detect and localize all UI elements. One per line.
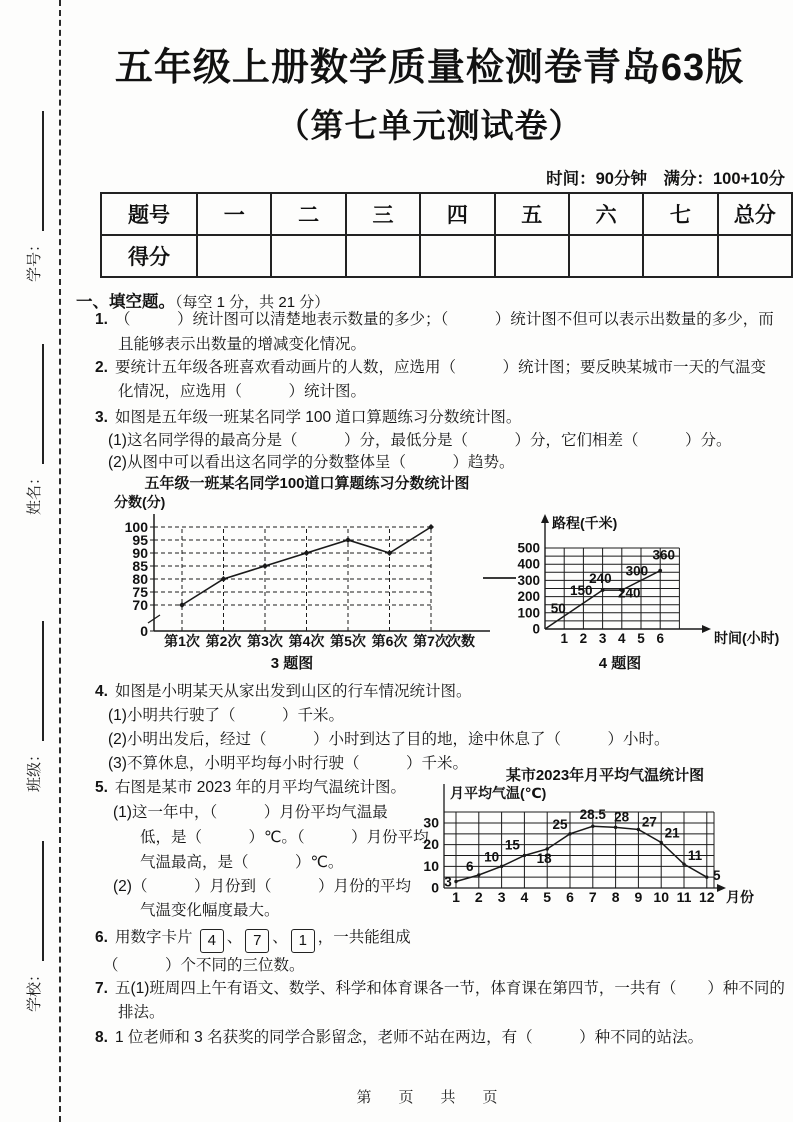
name-label: 姓名： <box>26 469 43 515</box>
svg-text:8: 8 <box>611 889 620 905</box>
question-7-line-2: 排法。 <box>118 1004 165 1021</box>
svg-text:50: 50 <box>550 600 566 616</box>
seal-dashed-line <box>59 0 61 1122</box>
svg-text:10: 10 <box>484 849 500 865</box>
score-line-chart <box>92 474 492 659</box>
svg-text:90: 90 <box>132 545 148 561</box>
svg-text:150: 150 <box>569 582 593 598</box>
svg-text:第4次: 第4次 <box>288 633 325 649</box>
temperature-line-chart <box>420 756 790 913</box>
score-table <box>100 192 793 278</box>
question-5-number: 5. <box>95 779 108 796</box>
svg-text:360: 360 <box>652 547 676 563</box>
svg-text:27: 27 <box>641 814 657 830</box>
page-title: 五年级上册数学质量检测卷青岛63版 <box>114 47 745 89</box>
question-2-number: 2. <box>95 359 108 376</box>
svg-text:第5次: 第5次 <box>330 633 366 649</box>
svg-text:10: 10 <box>423 857 439 874</box>
svg-text:100: 100 <box>517 605 540 621</box>
svg-text:18: 18 <box>536 850 552 866</box>
class-label: 班级： <box>26 746 43 792</box>
svg-text:月份: 月份 <box>726 889 754 905</box>
question-1-line-2: 且能够表示出数量的增减变化情况。 <box>118 336 367 353</box>
svg-text:20: 20 <box>423 836 439 853</box>
sidebar-item-class <box>22 592 44 792</box>
svg-text:3: 3 <box>444 874 452 890</box>
score-cell-empty <box>495 235 569 277</box>
section1-note: （每空 1 分，共 21 分） <box>175 294 330 311</box>
section1-heading <box>76 288 329 312</box>
enum-comma: 、 <box>226 929 243 946</box>
svg-text:4: 4 <box>618 631 626 646</box>
question-6-post: ，一共能组成 <box>317 929 411 946</box>
svg-text:6: 6 <box>656 631 664 646</box>
svg-text:70: 70 <box>132 597 148 613</box>
svg-text:3: 3 <box>598 631 607 646</box>
question-5-sub-1b: 低，是（ ）℃。（ ）月份平均 <box>140 829 429 846</box>
svg-text:第6次: 第6次 <box>371 633 408 649</box>
score-table-cell: 二 <box>271 193 345 235</box>
question-1-line-1 <box>95 310 774 330</box>
svg-text:21: 21 <box>664 825 680 841</box>
svg-text:10: 10 <box>653 889 669 905</box>
svg-text:85: 85 <box>132 558 148 574</box>
question-6-line-1 <box>95 928 411 953</box>
score-table-cell: 六 <box>569 193 643 235</box>
score-table-cell: 五 <box>495 193 569 235</box>
score-table-cell: 四 <box>420 193 494 235</box>
svg-text:第2次: 第2次 <box>205 633 242 649</box>
svg-text:第3次: 第3次 <box>247 633 283 649</box>
svg-text:200: 200 <box>517 589 540 605</box>
question-4-number: 4. <box>95 683 108 700</box>
svg-text:100: 100 <box>124 519 148 535</box>
score-table-cell: 三 <box>346 193 420 235</box>
score-line-chart-svg <box>92 474 492 654</box>
question-8-number: 8. <box>95 1029 108 1046</box>
school-blank-line <box>26 841 44 961</box>
svg-text:12: 12 <box>699 889 715 905</box>
sidebar-item-student-id <box>22 82 44 282</box>
school-label: 学校： <box>26 966 43 1012</box>
question-4-sub-1: (1)小明共行驶了（ ）千米。 <box>108 707 344 724</box>
sidebar-item-name <box>22 315 44 515</box>
question-5-sub-2b: 气温变化幅度最大。 <box>140 902 280 919</box>
question-6-number: 6. <box>95 929 108 946</box>
section1-title: 一、填空题。 <box>76 293 175 311</box>
svg-text:路程(千米): 路程(千米) <box>552 515 618 531</box>
page-subtitle: （第七单元测试卷） <box>276 107 583 144</box>
question-1-number: 1. <box>95 311 108 328</box>
question-8-text: 1 位老师和 3 名获奖的同学合影留念，老师不站在两边，有（ ）种不同的站法。 <box>114 1029 704 1046</box>
svg-text:28.5: 28.5 <box>579 807 606 823</box>
svg-text:6: 6 <box>466 858 474 874</box>
svg-text:1: 1 <box>560 631 568 646</box>
svg-text:95: 95 <box>132 532 148 548</box>
score-cell-empty <box>271 235 345 277</box>
question-4-sub-3: (3)不算休息，小明平均每小时行驶（ ）千米。 <box>108 755 468 772</box>
question-3-sub-2: (2)从图中可以看出这名同学的分数整体呈（ ）趋势。 <box>108 454 515 471</box>
question-6-line-2: （ ）个不同的三位数。 <box>103 957 305 974</box>
svg-text:4: 4 <box>520 889 529 905</box>
svg-text:11: 11 <box>687 848 703 864</box>
question-5-sub-2a: (2)（ ）月份到（ ）月份的平均 <box>113 878 411 895</box>
question-5-text: 右图是某市 2023 年的月平均气温统计图。 <box>114 779 407 796</box>
svg-text:15: 15 <box>504 837 520 853</box>
scan-artifact-line <box>483 577 516 579</box>
svg-text:第7次: 第7次 <box>413 633 449 649</box>
enum-comma: 、 <box>272 929 288 946</box>
svg-text:7: 7 <box>588 889 597 905</box>
question-4-text: 如图是小明某天从家出发到山区的行车情况统计图。 <box>114 683 472 700</box>
svg-text:6: 6 <box>566 889 574 905</box>
question-8-line-1 <box>95 1028 703 1048</box>
score-table-cell: 题号 <box>101 193 197 235</box>
score-table-cell: 一 <box>197 193 271 235</box>
score-cell-empty <box>420 235 494 277</box>
question-2-line-2: 化情况，应选用（ ）统计图。 <box>118 383 367 400</box>
svg-text:0: 0 <box>431 879 439 896</box>
score-table-cell: 总分 <box>718 193 792 235</box>
svg-text:11: 11 <box>676 889 692 905</box>
question-6-pre: 用数字卡片 <box>114 929 193 946</box>
chart4-caption: 4 题图 <box>598 655 642 672</box>
student-id-label: 学号： <box>26 236 43 282</box>
question-5-line-1 <box>95 778 406 798</box>
score-table-cell: 七 <box>643 193 717 235</box>
svg-text:2: 2 <box>474 889 483 905</box>
score-cell-empty <box>718 235 792 277</box>
class-blank-line <box>26 621 44 741</box>
distance-line-chart <box>490 505 790 655</box>
svg-text:0: 0 <box>532 621 540 637</box>
svg-text:28: 28 <box>614 809 630 825</box>
distance-line-chart-svg <box>490 505 790 650</box>
svg-text:400: 400 <box>517 556 540 572</box>
svg-text:300: 300 <box>517 572 540 588</box>
digit-card-7: 7 <box>245 929 269 953</box>
question-7-text: 五(1)班周四上午有语文、数学、科学和体育课各一节，体育课在第四节，一共有（ ）种不同的 <box>114 980 785 997</box>
question-4-sub-2: (2)小明出发后，经过（ ）小时到达了目的地，途中休息了（ ）小时。 <box>108 731 670 748</box>
score-cell-empty <box>569 235 643 277</box>
svg-text:30: 30 <box>423 814 439 831</box>
svg-text:时间(小时): 时间(小时) <box>714 630 780 646</box>
svg-text:五年级一班某名同学100道口算题练习分数统计图: 五年级一班某名同学100道口算题练习分数统计图 <box>144 475 470 492</box>
chart3-caption: 3 题图 <box>270 655 314 672</box>
score-row-label: 得分 <box>101 235 197 277</box>
sidebar-item-school <box>22 812 44 1012</box>
question-2-text: 要统计五年级各班喜欢看动画片的人数，应选用（ ）统计图；要反映某城市一天的气温变 <box>114 359 766 376</box>
svg-text:240: 240 <box>589 570 612 586</box>
temperature-line-chart-svg <box>420 756 790 908</box>
question-1-text: （ ）统计图可以清楚地表示数量的多少；（ ）统计图不但可以表示出数量的多少，而 <box>114 311 774 328</box>
svg-text:80: 80 <box>132 571 148 587</box>
question-7-number: 7. <box>95 980 108 997</box>
svg-text:300: 300 <box>625 563 649 579</box>
digit-card-1: 1 <box>291 929 315 953</box>
question-3-text: 如图是五年级一班某名同学 100 道口算题练习分数统计图。 <box>114 409 522 426</box>
question-2-line-1 <box>95 358 766 378</box>
svg-text:某市2023年月平均气温统计图: 某市2023年月平均气温统计图 <box>505 767 705 784</box>
question-3-line-1 <box>95 408 521 428</box>
score-cell-empty <box>643 235 717 277</box>
score-cell-empty <box>197 235 271 277</box>
svg-text:次数: 次数 <box>447 633 475 649</box>
svg-text:25: 25 <box>552 816 568 832</box>
svg-text:2: 2 <box>579 631 588 646</box>
svg-text:75: 75 <box>132 584 148 600</box>
score-cell-empty <box>346 235 420 277</box>
question-7-line-1 <box>95 979 785 999</box>
svg-text:3: 3 <box>497 889 506 905</box>
svg-text:分数(分): 分数(分) <box>114 494 166 510</box>
svg-text:第1次: 第1次 <box>164 633 200 649</box>
svg-text:5: 5 <box>543 889 552 905</box>
question-5-sub-1c: 气温最高，是（ ）℃。 <box>140 854 344 871</box>
student-id-blank-line <box>26 111 44 231</box>
question-5-sub-1a: (1)这一年中，（ ）月份平均气温最 <box>113 804 388 821</box>
svg-text:0: 0 <box>140 623 148 639</box>
score-table-header-row <box>101 193 792 235</box>
question-3-number: 3. <box>95 409 108 426</box>
score-table-score-row <box>101 235 792 277</box>
svg-text:500: 500 <box>517 540 540 556</box>
question-3-sub-1: (1)这名同学得的最高分是（ ）分，最低分是（ ）分，它们相差（ ）分。 <box>108 432 732 449</box>
name-blank-line <box>26 344 44 464</box>
svg-text:240: 240 <box>617 585 641 601</box>
page-footer: 第 页 共 页 <box>356 1089 504 1106</box>
svg-text:5: 5 <box>637 631 645 646</box>
svg-text:月平均气温(℃): 月平均气温(℃) <box>450 785 547 801</box>
question-4-line-1 <box>95 682 471 702</box>
svg-text:1: 1 <box>452 889 460 905</box>
svg-text:5: 5 <box>713 868 721 884</box>
time-score-info: 时间：90分钟 满分：100+10分 <box>546 170 785 188</box>
digit-card-4: 4 <box>200 929 224 953</box>
svg-text:9: 9 <box>634 889 643 905</box>
